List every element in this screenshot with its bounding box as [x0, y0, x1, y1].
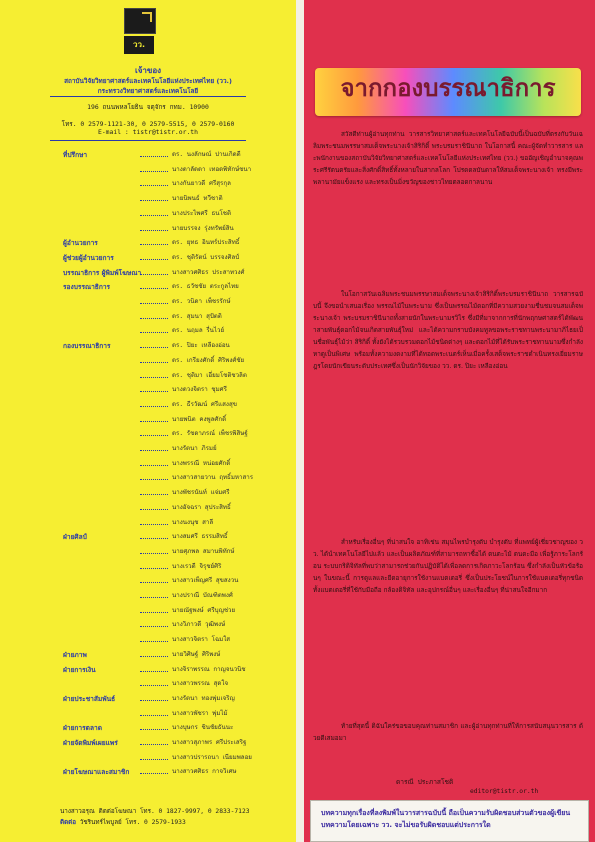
staff-name: นายศุภพล สมานพิทักษ์ — [172, 547, 235, 555]
staff-leader-dots — [140, 274, 168, 275]
staff-leader-dots — [140, 362, 168, 363]
staff-leader-dots — [140, 171, 168, 172]
staff-name: ดร. รัชดาภรณ์ เพ็ชรพิสิษฐ์ — [172, 430, 248, 438]
staff-name: นางจิราพรรณ กาญจนวนิช — [172, 665, 246, 673]
staff-row — [0, 297, 296, 307]
staff-name: นายณัฐพงษ์ ศรีบุญช่วย — [172, 606, 236, 614]
staff-row — [0, 503, 296, 513]
staff-role: ฝ่ายจัดพิมพ์เผยแพร่ — [63, 739, 118, 747]
staff-name: ดร. ยุทธ อินทร์ประสิทธิ์ — [172, 239, 240, 247]
staff-leader-dots — [140, 509, 168, 510]
staff-name: นางอัจฉรา สุประสิทธิ์ — [172, 503, 231, 511]
staff-row — [0, 488, 296, 498]
staff-role: ฝ่ายภาพ — [63, 650, 87, 659]
staff-name: นางสาวพัชรา พุ่มไม้ — [172, 709, 228, 717]
staff-row — [0, 665, 296, 675]
staff-name: นางสาวศศิธร กาจวิเศษ — [172, 768, 237, 776]
staff-leader-dots — [140, 303, 168, 304]
logo-mark-icon — [124, 8, 156, 34]
staff-leader-dots — [140, 626, 168, 627]
staff-row — [0, 650, 296, 660]
disclaimer-text: บทความทุกเรื่องที่ลงพิมพ์ในวารสารฉบับนี้ ถือเป็นความรับผิดชอบส่วนตัวของผู้เขียนบทความโดยเฉพาะ วว. จะไม่ขอรับผิดชอบแต่ประการใด — [321, 809, 571, 829]
editorial-paragraph-3: สำหรับเรื่องอื่นๆ ที่น่าสนใจ อาทิเช่น สมุนไพรบำรุงตับ บำรุงตับ ที่แพทย์ผู้เชี่ยวชาญของ วว. ได้นำเทคโนโลยีไปแล้ว และเป็นผลิตภัณฑ์ที่สามารถหาซื้อได้ ตนตะไม้ ตนตะมือ เพื่อรู้ภาระโลกร้อน ระบบกริดิจิทัลที่พบว่าสามารถช่วยกันปฏิบัติได้เพื่อลดการเกิดภาวะโลกร้อน ซึ่งกำลังเป็นหัวข้อร้อนๆ ในขณะนี้ การดูแลและยืดอายุการใช้งานแบตเตอรี่ ซึ่งเป็นประโยชน์ในการใช้แบตเตอรี่ทุกชนิด ทั้งแบตเตอรี่ที่ใช้กับมือถือ กล้องดิจิทัล และอุปกรณ์อื่นๆ และเรื่องอื่นๆ ที่น่าสนใจอีกมาก — [313, 538, 583, 594]
staff-role: ฝ่ายศิลป์ — [63, 533, 87, 542]
staff-name: ดร. ปิยะ เหลืองอ่อน — [172, 342, 230, 350]
staff-leader-dots — [140, 582, 168, 583]
footer-contact — [60, 817, 186, 827]
staff-row — [0, 150, 296, 160]
staff-leader-dots — [140, 332, 168, 333]
staff-name: ดร. นฤมล รื่นไวย์ — [172, 327, 225, 335]
footer-contact-label: ติดต่อ — [60, 819, 77, 826]
staff-row — [0, 415, 296, 425]
staff-leader-dots — [140, 156, 168, 157]
logo-tag: วว. — [124, 36, 154, 54]
staff-row — [0, 341, 296, 351]
owner-divider — [50, 96, 246, 97]
staff-row — [0, 738, 296, 748]
staff-name: นางสาวสายวาน ฤทธิ์มหาสาร — [172, 474, 254, 482]
staff-name: นางสาวศศิธร ประสาทวงศ์ — [172, 268, 245, 276]
staff-name: นางรัตนา ภิรมย์ — [172, 445, 217, 452]
staff-role: ฝ่ายประชาสัมพันธ์ — [63, 694, 116, 703]
owner-institute: สถาบันวิจัยวิทยาศาสตร์และเทคโนโลยีแห่งประเทศไทย (วว.) — [64, 77, 232, 85]
staff-row — [0, 179, 296, 189]
staff-name: นางวิภาวดี วุฒิพงษ์ — [172, 621, 226, 629]
staff-name: นางพัชรนันท์ แจ่มศรี — [172, 489, 230, 497]
staff-name: ดร. เกรียงศักดิ์ ศิริพงศ์ชัย — [172, 356, 245, 364]
footer-contact-value: วัชรินทร์ไพบูลย์ โทร. 0 2579-1933 — [79, 819, 186, 826]
editorial-banner-title: จากกองบรรณาธิการ — [340, 73, 556, 102]
staff-row — [0, 694, 296, 704]
staff-name: นายนิพนธ์ ทวีชาติ — [172, 195, 223, 203]
staff-name: ดร. นงลักษณ์ ปานเกิดดี — [172, 151, 241, 158]
staff-leader-dots — [140, 553, 168, 554]
staff-leader-dots — [140, 656, 168, 657]
staff-row — [0, 591, 296, 601]
staff-name: นางสาวเพ็ญศรี สุขสงวน — [172, 577, 239, 585]
staff-row — [0, 459, 296, 469]
owner-label: เจ้าของ — [134, 66, 162, 75]
staff-row — [0, 209, 296, 219]
owner-email: E-mail : tistr@tistr.or.th — [97, 128, 199, 136]
staff-leader-dots — [140, 538, 168, 539]
staff-row — [0, 165, 296, 175]
staff-name: นางสาวปรารถนา เนียมพลอย — [172, 753, 252, 761]
editorial-paragraph-4: ท้ายที่สุดนี้ ดิฉันใคร่ขอขอบคุณท่านสมาชิก และผู้อ่านทุกท่านที่ให้การสนับสนุนวารสาร ด้วยดีเสมอมา — [313, 722, 583, 742]
staff-name: นางดวงจิตรา ชุมศรี — [172, 386, 227, 394]
owner-phones: โทร. 0 2579-1121-30, 0 2579-5515, 0 2579-0160 — [61, 120, 235, 128]
staff-leader-dots — [140, 288, 168, 289]
staff-leader-dots — [140, 744, 168, 745]
staff-leader-dots — [140, 406, 168, 407]
staff-leader-dots — [140, 671, 168, 672]
staff-row — [0, 723, 296, 733]
staff-row — [0, 312, 296, 322]
staff-name: นางปราณี บัณฑิตพงศ์ — [172, 592, 233, 599]
staff-row — [0, 444, 296, 454]
staff-row — [0, 385, 296, 395]
staff-role: บรรณาธิการ ผู้พิมพ์โฆษณา — [63, 268, 142, 277]
staff-divider — [50, 140, 246, 141]
owner-ministry: กระทรวงวิทยาศาสตร์และเทคโนโลยี — [97, 87, 199, 95]
staff-name: นางบุษกร ชินชัยธันนะ — [172, 724, 234, 732]
staff-leader-dots — [140, 612, 168, 613]
editor-email: editor@tistr.or.th — [470, 788, 539, 795]
staff-leader-dots — [140, 494, 168, 495]
staff-name: ดร. ธีรวัฒน์ ศรีแสงสุข — [172, 400, 237, 408]
staff-leader-dots — [140, 641, 168, 642]
staff-leader-dots — [140, 524, 168, 525]
staff-name: ดร. ชุติรัตน์ บรรจงศิลป์ — [172, 253, 240, 261]
staff-row — [0, 356, 296, 366]
staff-row — [0, 679, 296, 689]
staff-name: นางสาวสุภาพร ศรีประเสริฐ — [172, 739, 247, 746]
staff-leader-dots — [140, 700, 168, 701]
staff-row — [0, 400, 296, 410]
editorial-panel — [304, 0, 595, 842]
staff-row — [0, 282, 296, 292]
staff-row — [0, 620, 296, 630]
staff-row — [0, 532, 296, 542]
staff-leader-dots — [140, 185, 168, 186]
staff-row — [0, 194, 296, 204]
staff-name: นายบรรจง รุ่งทรัพย์สิน — [172, 224, 234, 232]
staff-leader-dots — [140, 450, 168, 451]
staff-leader-dots — [140, 568, 168, 569]
editorial-paragraph-2: ในโอกาสวันเฉลิมพระชนมพรรษาสมเด็จพระนางเจ้าสิริกิติ์พระบรมราชินีนาถ วารสารฉบับนี้ จึงขอนำเสนอเรื่อง พรรณไม้ในพระนาม ซึ่งเป็นพรรณไม้ดอกที่มีความสวยงามชื่นชมจนสมเด็จพระนางเจ้า พระบรมราชินีนาถทั้งสายนักในพระนามรวิไร ซึ่งมีที่มาจากการที่นักพฤกษศาสตร์ได้พัฒนาสายพันธุ์ดอกไม้จนเกิดสายพันธุ์ใหม่ และได้ความกราบบังคมทูลขอพระราชทานพระนามาภิไธยเป็นชื่อพันธุ์ไม้ว่า สิริกิติ์ ทั้งยังได้รวบรวมดอกไม้ชนิดต่างๆ และดอกไม้ที่ได้รับพระราชทานนามซึ่งกำลังหาดูเป็นพิเศษ พร้อมทั้งความงดงามที่ได้ทอดพระเนตร์เห็นเมื่อครั้งเสด็จพระราชดำเนินทรงเยี่ยมราษฎรโดยนักเขียนระดับประเทศซึ่งเป็นนักวิจัยของ วว. ดร. ปิยะ เหลืองอ่อน — [313, 290, 583, 370]
editorial-paragraph-1: สวัสดีท่านผู้อ่านทุกท่าน วารสารวิทยาศาสตร์และเทคโนโลยีฉบับนี้เป็นฉบับที่ตรงกับวันเฉลิมพระชนมพรรษาสมเด็จพระนางเจ้าสิริกิติ์ พระบรมราชินีนาถ ในโอกาสนี้ คณะผู้จัดทำวารสาร และพนักงานของสถาบันวิจัยวิทยาศาสตร์และเทคโนโลยีแห่งประเทศไทย (วว.) ขออัญเชิญอำนาจคุณพระศรีรัตนตรัยและสิ่งศักดิ์สิทธิ์ทั้งหลายในสากลโลก โปรดดลบันดาลให้สมเด็จพระนางเจ้า ทรงมีพระพลานามัยแข็งแรง และทรงเป็นมิ่งขวัญของชาวไทยตลอดกาลนาน — [313, 130, 583, 186]
staff-name: นางสาวจิตรา โฉมใส — [172, 636, 231, 644]
staff-row — [0, 371, 296, 381]
staff-name: ดร. สุมนา สุปัตติ — [172, 312, 222, 320]
owner-address: 196 ถนนพหลโยธิน จตุจักร กทม. 10900 — [87, 103, 209, 111]
staff-leader-dots — [140, 215, 168, 216]
staff-leader-dots — [140, 465, 168, 466]
staff-row — [0, 753, 296, 763]
staff-row — [0, 562, 296, 572]
staff-leader-dots — [140, 200, 168, 201]
staff-name: นางประไพศรี ธนโชติ — [172, 209, 232, 217]
staff-name: นางพรรณี หน่อยศักดิ์ — [172, 459, 231, 467]
staff-role: ผู้อำนวยการ — [63, 239, 98, 248]
staff-leader-dots — [140, 759, 168, 760]
staff-role: ฝ่ายการตลาด — [63, 724, 102, 733]
staff-role: ฝ่ายโฆษณาและสมาชิก — [63, 768, 130, 777]
staff-row — [0, 224, 296, 234]
staff-row — [0, 635, 296, 645]
masthead-panel — [0, 0, 296, 842]
staff-role: ผู้ช่วยผู้อำนวยการ — [63, 253, 114, 262]
staff-name: นางนงนุช สาลี — [172, 518, 214, 526]
staff-row — [0, 576, 296, 586]
staff-row — [0, 547, 296, 557]
staff-leader-dots — [140, 773, 168, 774]
staff-leader-dots — [140, 479, 168, 480]
staff-row — [0, 767, 296, 777]
staff-leader-dots — [140, 435, 168, 436]
staff-name: ดร. ชุติมา เอี่ยมโชติชวลิต — [172, 371, 247, 379]
staff-name: นางดาลัดดา เทอดพิทักษ์ชนา — [172, 165, 252, 173]
staff-name: นายวิศิษฐ์ ศิริพงษ์ — [172, 650, 221, 658]
staff-row — [0, 326, 296, 336]
staff-row — [0, 253, 296, 263]
staff-row — [0, 709, 296, 719]
staff-role: ที่ปรึกษา — [63, 151, 88, 159]
staff-row — [0, 606, 296, 616]
staff-row — [0, 238, 296, 248]
staff-name: ดร. วนิดา เพ็ชรรักษ์ — [172, 298, 231, 305]
staff-row — [0, 518, 296, 528]
staff-leader-dots — [140, 377, 168, 378]
staff-leader-dots — [140, 391, 168, 392]
staff-row — [0, 268, 296, 278]
center-strip — [296, 0, 304, 842]
staff-leader-dots — [140, 597, 168, 598]
disclaimer-box — [310, 800, 589, 842]
staff-leader-dots — [140, 347, 168, 348]
staff-leader-dots — [140, 421, 168, 422]
staff-leader-dots — [140, 259, 168, 260]
staff-leader-dots — [140, 318, 168, 319]
staff-leader-dots — [140, 244, 168, 245]
staff-leader-dots — [140, 729, 168, 730]
editor-signature: ดารณี ประภาสโชติ — [396, 778, 454, 786]
tistr-logo — [124, 8, 156, 60]
staff-row — [0, 473, 296, 483]
staff-name: ดร. ธวัชชัย ตระกูลไทย — [172, 283, 239, 291]
staff-name: นางสมศรี ธรรมสิทธิ์ — [172, 533, 228, 541]
staff-name: นายพนิต คงพูลศักดิ์ — [172, 415, 227, 423]
footer-advertising: นางสาวอรุณ ติดต่อโฆษณา โทร. 0 1827-9997, 0 2833-7123 — [60, 808, 250, 815]
staff-role: รองบรรณาธิการ — [63, 283, 111, 292]
staff-leader-dots — [140, 685, 168, 686]
staff-name: นางกันยาวดี ศรีสุรกุล — [172, 180, 231, 188]
staff-name: นางรัตนา ทองพุ่มเจริญ — [172, 694, 235, 702]
editorial-banner — [315, 68, 581, 116]
staff-name: นางเรวดี จิรุชย์ศิริ — [172, 562, 222, 570]
staff-row — [0, 429, 296, 439]
staff-name: นางสาวพรรณ สุดใจ — [172, 680, 229, 688]
staff-role: กองบรรณาธิการ — [63, 342, 111, 351]
staff-leader-dots — [140, 715, 168, 716]
staff-leader-dots — [140, 230, 168, 231]
staff-role: ฝ่ายการเงิน — [63, 665, 96, 674]
